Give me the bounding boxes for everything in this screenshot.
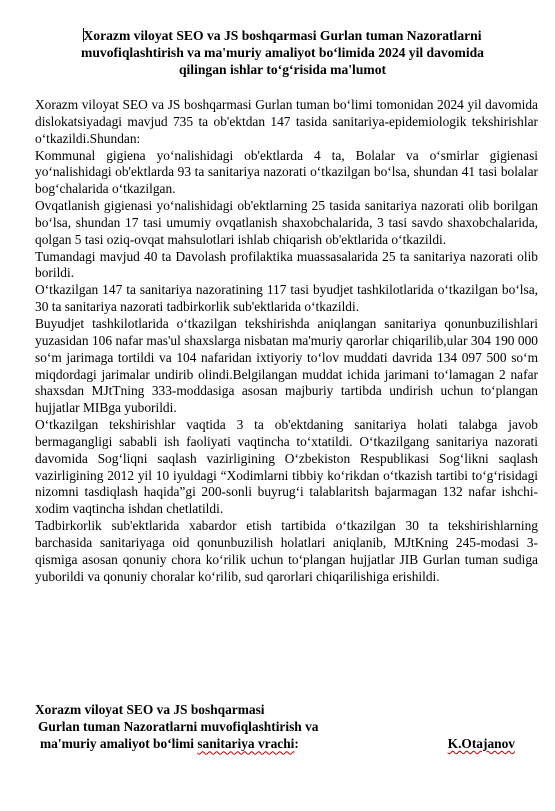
signer-name[interactable]: K.Otajanov [447, 736, 515, 751]
title-line: muvofiqlashtirish va ma'muriy amaliyot bo‘limida 2024 yil davomida [81, 45, 484, 60]
paragraph: Tadbirkorlik sub'ektlarida xabardor etish tartibida o‘tkazilgan 30 ta tekshirishlarning barchasida sanitariyaga oid qonunbuzilish holatlari aniqlanib, MJtKning 245-modasi 3-qismiga asosan qonuniy chora ko‘rilik uchun to‘plangan hujjatlar JIB Gurlan tuman sudiga yuborildi va qonuniy choralar ko‘rilib, sud qarorlari chiqarilishiga erishildi. [35, 518, 538, 584]
document-title [50, 27, 515, 78]
paragraph: Xorazm viloyat SEO va JS boshqarmasi Gurlan tuman bo‘limi tomonidan 2024 yil davomida dislokatsiyadagi mavjud 735 ta ob'ektdan 147 tasida sanitariya-epidemiologik tekshirishlar o‘tkazildi.Shundan: [35, 97, 538, 146]
paragraph: Buyudjet tashkilotlarida o‘tkazilgan tekshirishda aniqlangan sanitariya qonunbuzilishlari yuzasidan 106 nafar mas'ul shaxslarga nisbatan ma'muriy qarorlar chiqarilib,ular 304 190 000 so‘m jarimaga tortildi va 104 nafaridan ixtiyoriy to‘lov muddati davrida 134 097 500 so‘m miqdordagi jarimalar undirib olindi.Belgilangan muddat ichida jarimani to‘lamagan 2 nafar shaxsdan MJtTning 333-moddasiga asosan majburiy tartibda undirish uchun to‘plangan hujjatlar MIBga yuborildi. [35, 315, 538, 416]
paragraph: Tumandagi mavjud 40 ta Davolash profilaktika muassasalarida 25 ta sanitariya nazorati olib borildi. [35, 248, 538, 281]
paragraph: O‘tkazilgan 147 ta sanitariya nazoratining 117 tasi byudjet tashkilotlarida o‘tkazilgan bo‘lsa, 30 ta sanitariya nazorati tadbirkorlik sub'ektlarida o‘tkazildi. [35, 282, 538, 315]
document-body [35, 97, 538, 585]
signature-line: Xorazm viloyat SEO va JS boshqarmasi [35, 702, 265, 717]
title-line: qilingan ishlar to‘g‘risida ma'lumot [178, 62, 387, 77]
signature-line: ma'muriy amaliyot bo‘limi sanitariya vrachi: [40, 736, 299, 752]
paragraph: O‘tkazilgan tekshirishlar vaqtida 3 ta ob'ektdaning sanitariya holati talabga javob bermagangligi sababli ish faoliyati vaqtincha to‘xtatildi. O‘tkazilgang sanitariya nazorati davomida Sog‘liqni saqlash vazirligining O‘zbekiston Respublikasi Sog‘likni saqlash vazirligining 2012 yil 10 iyuldagi “Xodimlarni tibbiy ko‘rikdan o‘tkazish tartibi to‘g‘risidagi nizomni tasdiqlash haqida”gi 200-sonli buyrug‘i talablaritsh bajarmagan 132 nafar ishchi-xodim vaqtincha ishdan chetlatildi. [35, 417, 538, 517]
spellcheck-flagged-text[interactable]: sanitariya vrachi [197, 736, 295, 752]
signature-block [35, 701, 515, 753]
title-line: Xorazm viloyat SEO va JS boshqarmasi Gurlan tuman Nazoratlarni [83, 28, 482, 43]
signature-line: Gurlan tuman Nazoratlarni muvofiqlashtirish va [38, 719, 319, 735]
paragraph: Ovqatlanish gigienasi yo‘nalishidagi ob'ektlarning 25 tasida sanitariya nazorati olib borilgan bo‘lsa, shundan 17 tasi umumiy ovqatlanish shaxobchalarida, 3 tasi savdo shaxobchalarida, qolgan 5 tasi oziq-ovqat mahsulotlari ishlab chiqarish ob'ektlarida o‘tkazildi. [35, 198, 538, 247]
paragraph: Kommunal gigiena yo‘nalishidagi ob'ektlarda 4 ta, Bolalar va o‘smirlar gigienasi yo‘nalishidagi ob'ektlarda 93 ta sanitariya nazorati o‘tkazilgan bo‘lsa, shundan 41 tasi bolalar bog‘chalarida o‘tkazilgan. [35, 147, 538, 197]
